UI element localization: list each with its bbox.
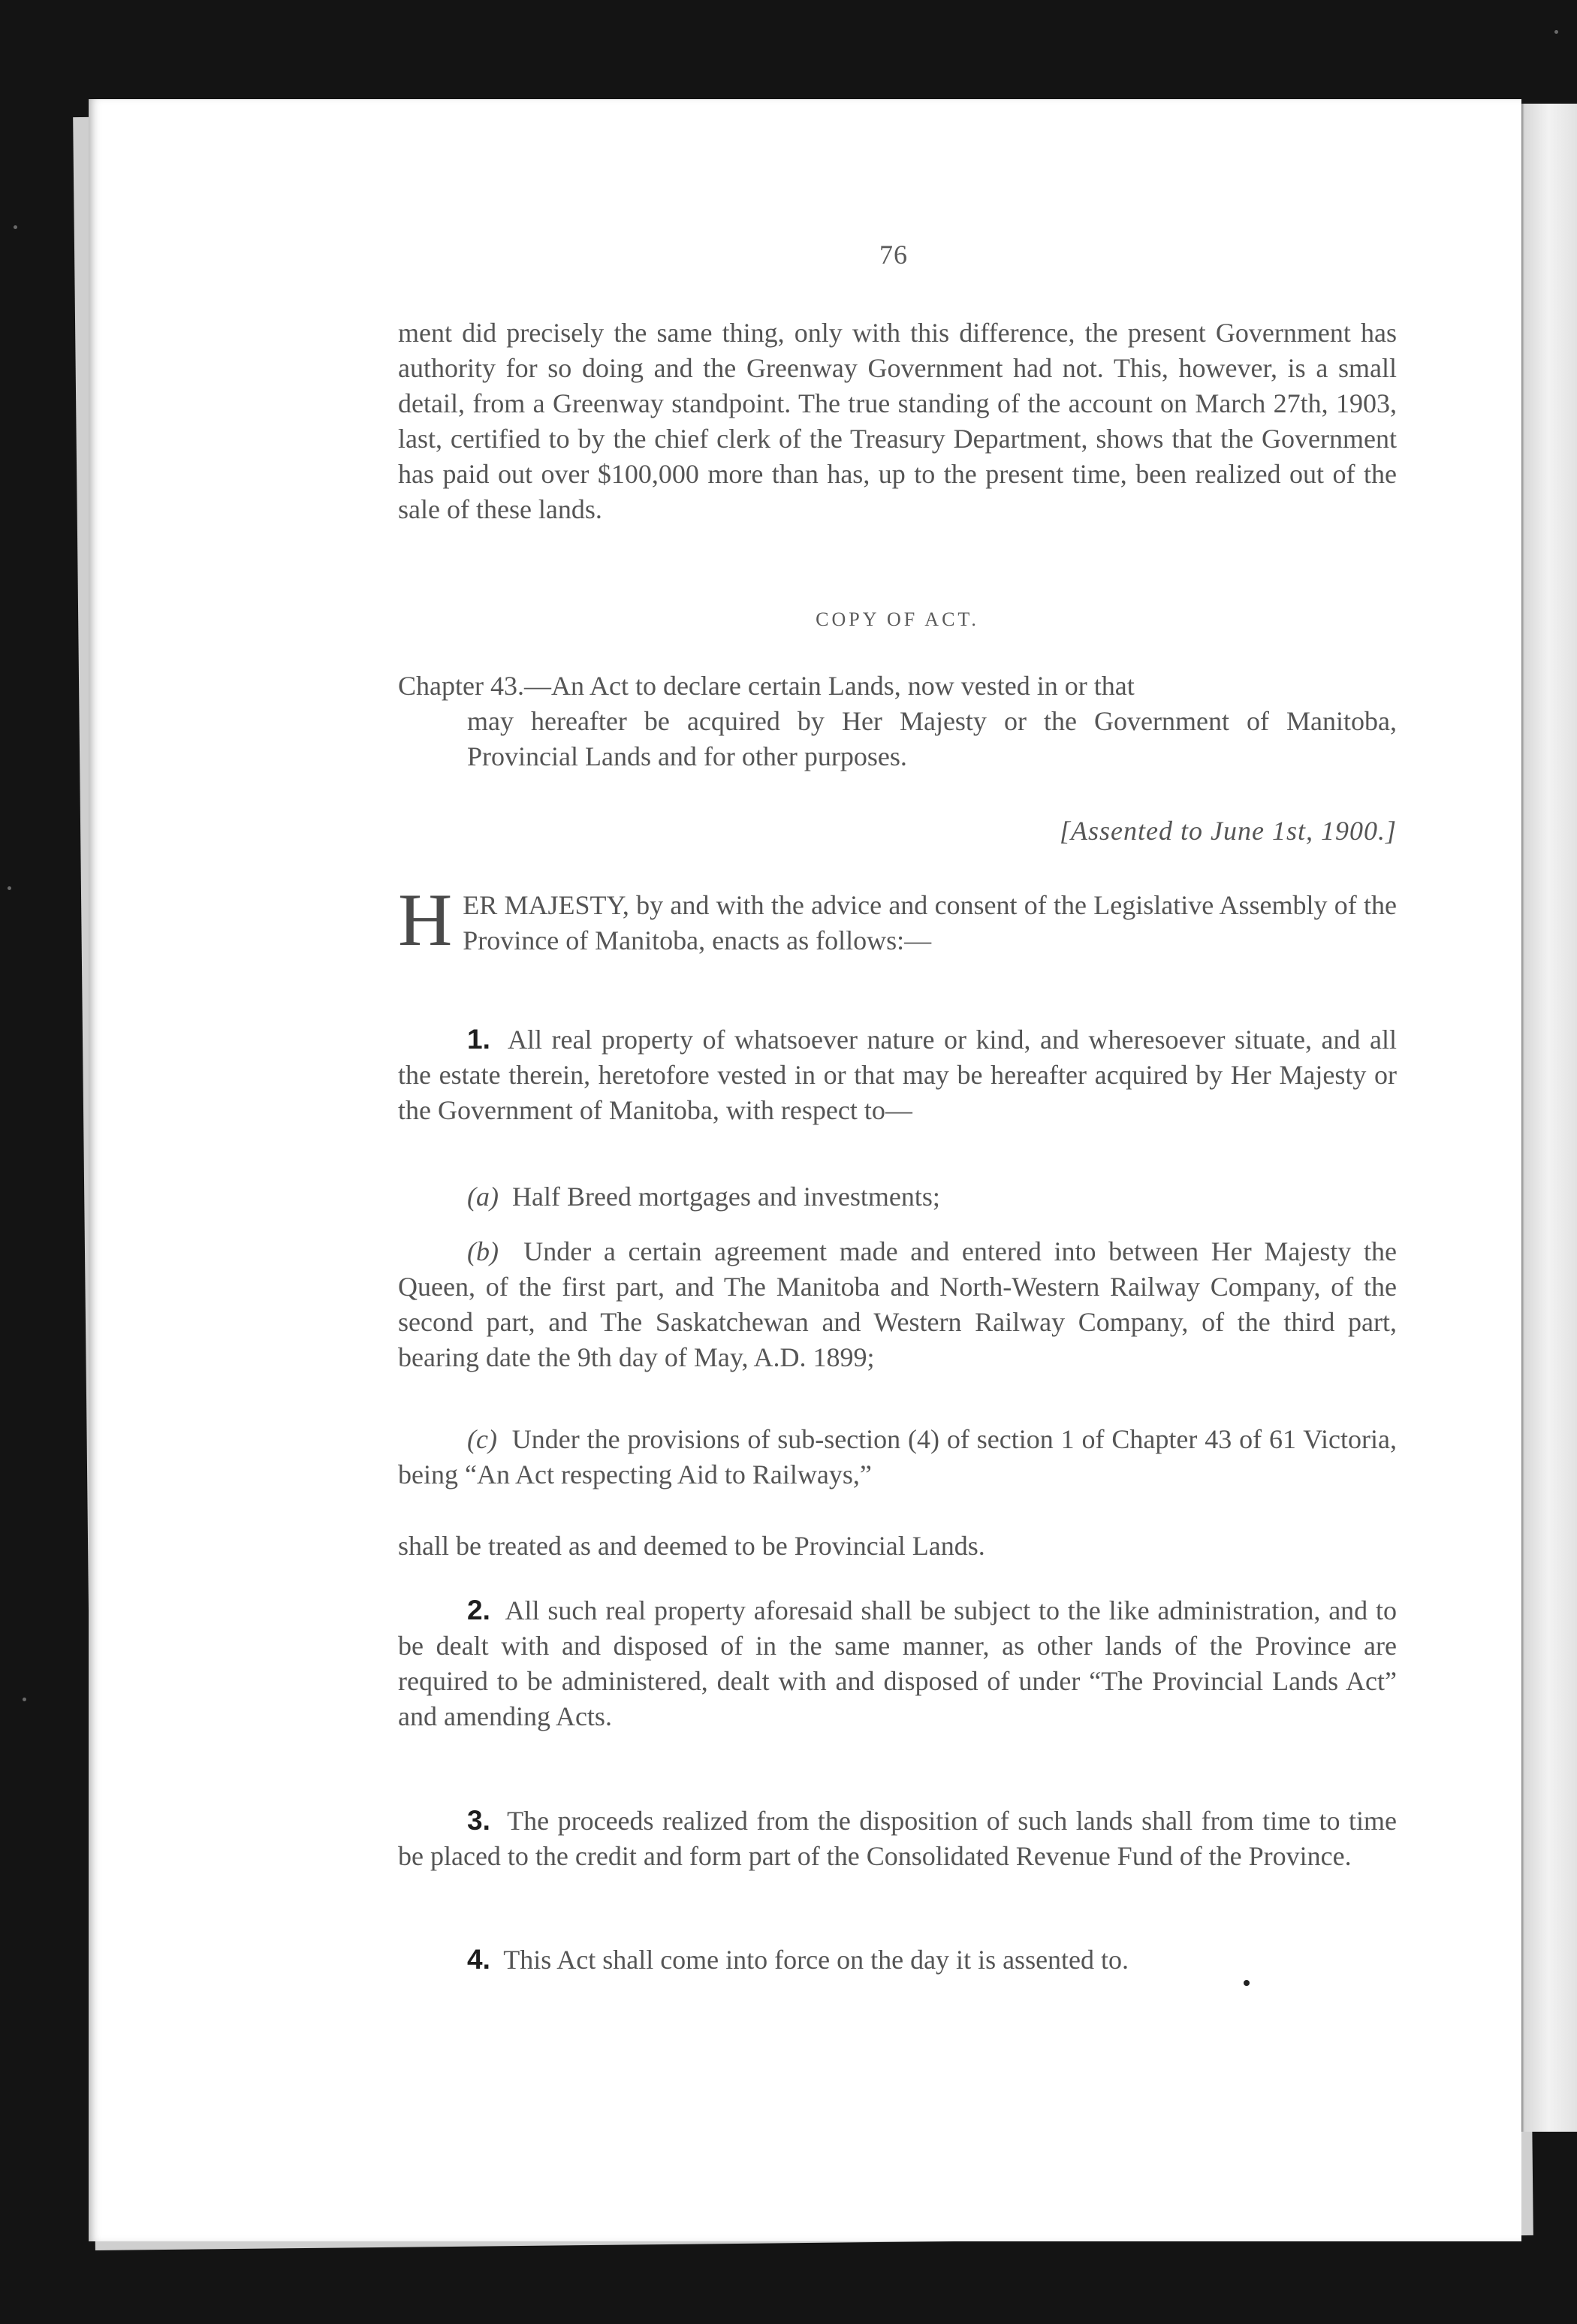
enacting-clause-text: ER MAJESTY, by and with the advice and consent of the Legislative Assembly of the Province of Manitoba, enacts as follows:— bbox=[463, 890, 1397, 955]
drop-cap: H bbox=[398, 878, 453, 961]
section-2-text: All such real property aforesaid shall be subject to the like administration, and to be dealt with and disposed of in the same manner, as other lands of the Province are required to be administered, dealt with and disposed of under “The Provincial Lands Act” and amending Acts. bbox=[398, 1595, 1398, 1731]
ink-dot bbox=[1244, 1980, 1250, 1986]
clause-c bbox=[398, 1422, 1397, 1492]
section-heading: COPY OF ACT. bbox=[816, 608, 979, 630]
clause-a bbox=[398, 1179, 1397, 1215]
clause-b bbox=[398, 1234, 1397, 1375]
intro-paragraph: ment did precisely the same thing, only with this difference, the present Government has authority for so doing and the Greenway Government had not. This, however, is a small detail, from a Greenway standpoint. The true standing of the account on March 27th, 1903, last, certified to by the chief clerk of the Treasury Department, shows that the Government has paid out over $100,000 more than has, up to the present time, been realized out of the sale of these lands. bbox=[398, 318, 1397, 524]
chapter-title-line: Chapter 43.—An Act to declare certain Lands, now vested in or that bbox=[398, 671, 1135, 701]
section-1-conclusion: shall be treated as and deemed to be Provincial Lands. bbox=[398, 1531, 985, 1561]
clause-b-text: Under a certain agreement made and entered into between Her Majesty the Queen, of the first part, and The Manitoba and North-Western Railway Company, of the second part, and The Saskatchewan and Western Railway Company, of the third part, bearing date the 9th day of May, A.D. 1899; bbox=[398, 1236, 1397, 1372]
chapter-title bbox=[398, 669, 1397, 774]
enacting-clause bbox=[398, 878, 1397, 961]
section-4-number: 4. bbox=[467, 1944, 490, 1975]
page-right-edge bbox=[1518, 104, 1577, 2132]
section-3-number: 3. bbox=[467, 1805, 490, 1836]
page-number: 76 bbox=[879, 240, 908, 270]
clause-b-label: (b) bbox=[467, 1236, 499, 1266]
section-3-text: The proceeds realized from the disposition of such lands shall from time to time be placed to the credit and form part of the Consolidated Revenue Fund of the Province. bbox=[398, 1806, 1397, 1871]
section-2-number: 2. bbox=[467, 1595, 490, 1625]
clause-a-label: (a) bbox=[467, 1182, 499, 1212]
chapter-title-continuation: may hereafter be acquired by Her Majesty or the Government of Manitoba, Provincial Lands and for other purposes. bbox=[467, 706, 1397, 771]
section-3 bbox=[398, 1803, 1397, 1874]
clause-c-text: Under the provisions of sub-section (4) of section 1 of Chapter 43 of 61 Victoria, being “An Act respecting Aid to Railways,” bbox=[398, 1424, 1398, 1489]
section-1-text: All real property of whatsoever nature or kind, and wheresoever situate, and all the estate therein, heretofore vested in or that may be hereafter acquired by Her Majesty or the Government of Manitoba, with respect to— bbox=[398, 1025, 1397, 1125]
clause-c-label: (c) bbox=[467, 1424, 497, 1454]
section-1-number: 1. bbox=[467, 1024, 490, 1055]
assent-date: [Assented to June 1st, 1900.] bbox=[1060, 816, 1397, 846]
section-1 bbox=[398, 1022, 1397, 1128]
clause-a-text: Half Breed mortgages and investments; bbox=[511, 1182, 940, 1212]
section-4 bbox=[398, 1942, 1397, 1978]
section-2 bbox=[398, 1592, 1397, 1734]
section-4-text: This Act shall come into force on the day it is assented to. bbox=[503, 1945, 1129, 1975]
